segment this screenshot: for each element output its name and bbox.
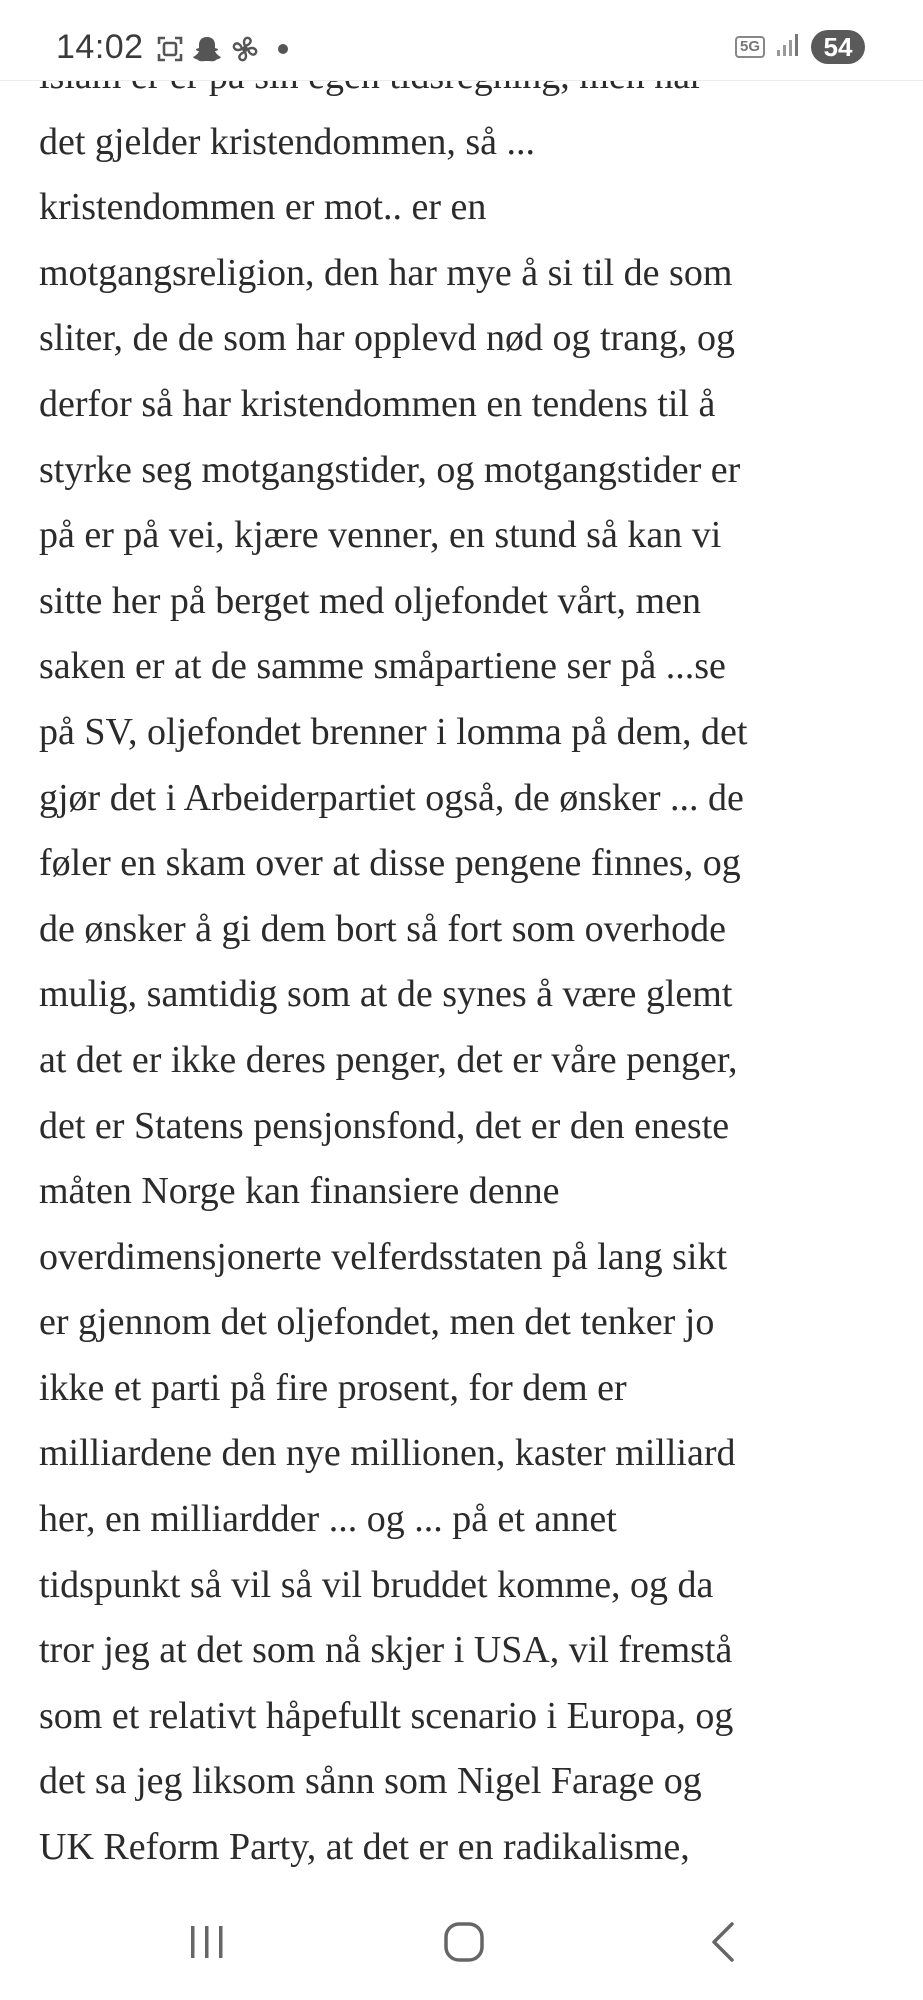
- article-content: [39, 44, 899, 1881]
- text-line: måten Norge kan finansiere denne: [39, 1170, 560, 1213]
- text-line: milliardene den nye millionen, kaster milliard: [39, 1432, 736, 1475]
- text-line: ikke et parti på fire prosent, for dem er: [39, 1366, 627, 1409]
- status-icons-right: [735, 30, 865, 64]
- text-line: overdimensjonerte velferdsstaten på lang sikt: [39, 1235, 728, 1278]
- text-line: sliter, de de som har opplevd nød og trang, og: [39, 317, 736, 360]
- 5g-icon: 5G: [735, 36, 765, 58]
- text-line: føler en skam over at disse pengene finnes, og: [39, 842, 741, 885]
- home-button[interactable]: [434, 1914, 494, 1970]
- text-line: her, en milliardder ... og ... på et annet: [39, 1498, 617, 1541]
- back-button[interactable]: [694, 1914, 754, 1970]
- status-icons-left: [156, 34, 288, 64]
- text-line: de ønsker å gi dem bort så fort som overhode: [39, 907, 726, 950]
- recents-icon: [185, 1922, 229, 1962]
- article-text: [39, 44, 899, 1881]
- text-line: på SV, oljefondet brenner i lomma på dem, det: [39, 710, 748, 753]
- text-line: styrke seg motgangstider, og motgangstider er: [39, 448, 741, 491]
- text-line: tidspunkt så vil så vil bruddet komme, og da: [39, 1563, 714, 1606]
- text-line: er gjennom det oljefondet, men det tenker jo: [39, 1301, 715, 1344]
- status-time: 14:02: [56, 28, 144, 66]
- screenshot-icon: [156, 35, 184, 63]
- notification-dot: [278, 44, 288, 54]
- text-line: som et relativt håpefullt scenario i Europa, og: [39, 1694, 734, 1737]
- text-line: sitte her på berget med oljefondet vårt, men: [39, 579, 701, 622]
- text-line: motgangsreligion, den har mye å si til de som: [39, 251, 733, 294]
- text-line: det er Statens pensjonsfond, det er den eneste: [39, 1104, 730, 1147]
- text-line: på er på vei, kjære venner, en stund så kan vi: [39, 514, 722, 557]
- back-icon: [704, 1920, 744, 1964]
- text-line: saken er at de samme småpartiene ser på ...se: [39, 645, 726, 688]
- text-line: det sa jeg liksom sånn som Nigel Farage og: [39, 1760, 702, 1803]
- pinwheel-icon: [230, 34, 260, 64]
- navigation-bar: [0, 1880, 923, 2000]
- text-line: kristendommen er mot.. er en: [39, 186, 487, 229]
- home-icon: [442, 1920, 486, 1964]
- battery-icon: 54: [811, 30, 865, 64]
- recents-button[interactable]: [177, 1914, 237, 1970]
- signal-icon: [775, 32, 801, 63]
- text-line: gjør det i Arbeiderpartiet også, de ønsker ... de: [39, 776, 744, 819]
- text-line: mulig, samtidig som at de synes å være glemt: [39, 973, 733, 1016]
- snapchat-icon: [192, 35, 222, 63]
- text-line: at det er ikke deres penger, det er våre penger,: [39, 1038, 738, 1081]
- text-line: UK Reform Party, at det er en radikalisme,: [39, 1826, 690, 1869]
- text-line: tror jeg at det som nå skjer i USA, vil fremstå: [39, 1629, 733, 1672]
- text-line: det gjelder kristendommen, så ...: [39, 120, 535, 163]
- status-bar: [0, 0, 923, 81]
- text-line: derfor så har kristendommen en tendens til å: [39, 382, 716, 425]
